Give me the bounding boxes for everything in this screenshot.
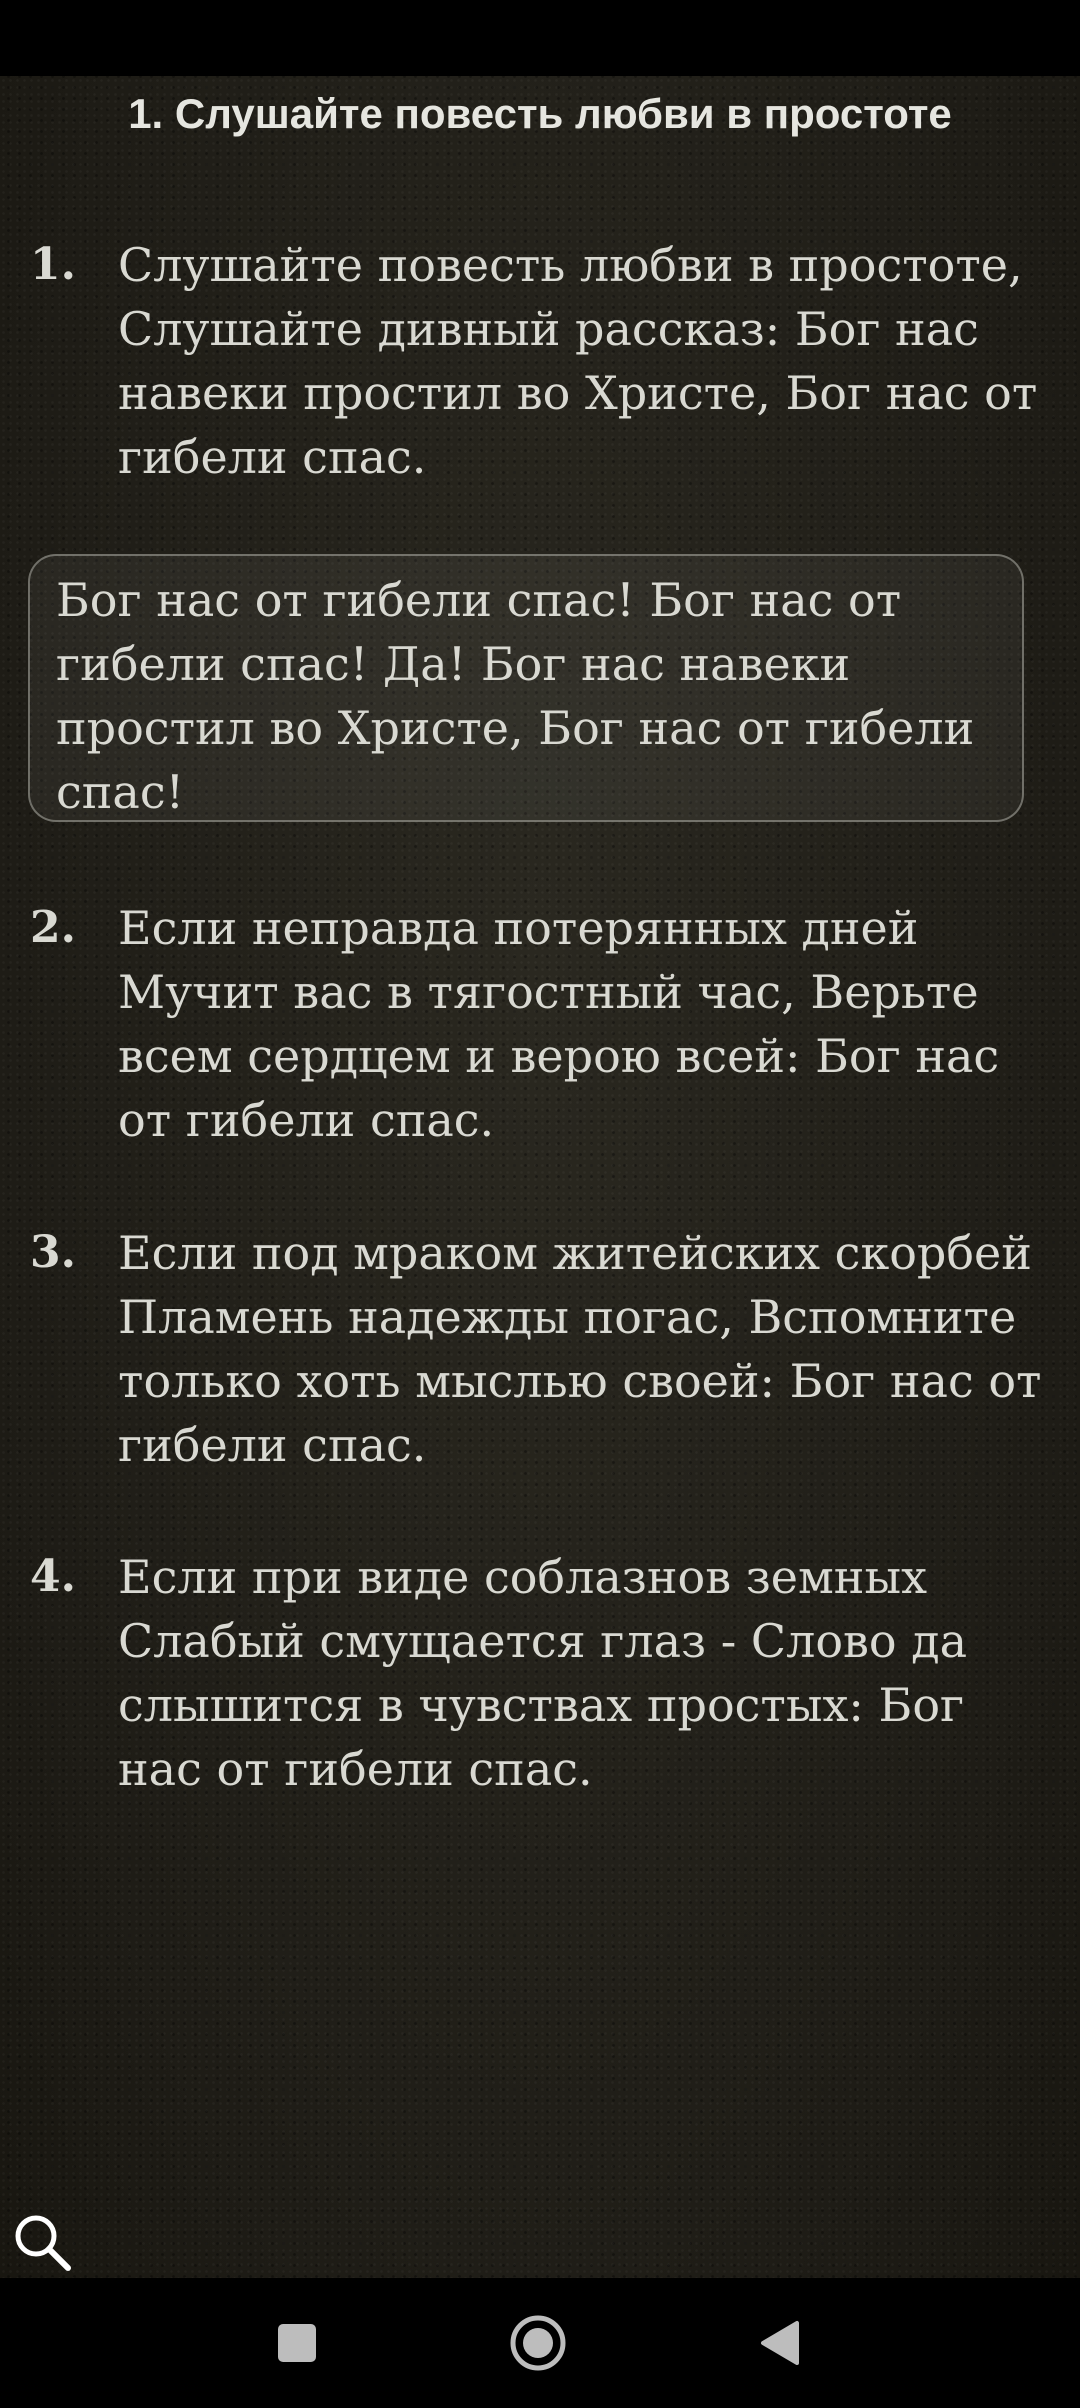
circle-icon [508, 2313, 568, 2373]
verse-4 [30, 1545, 1050, 1801]
square-icon [275, 2321, 319, 2365]
page-title: 1. Слушайте повесть любви в простоте [128, 90, 952, 137]
verse-2 [30, 896, 1050, 1152]
triangle-back-icon [757, 2319, 801, 2367]
recents-button[interactable] [232, 2278, 362, 2408]
verse-1 [30, 233, 1050, 489]
verse-text: Если неправда потерянных дней Мучит вас в тягостный час, Верьте всем сердцем и верою всей: Бог нас от гибели спас. [118, 901, 1000, 1147]
verse-number: 3. [30, 1227, 76, 1278]
search-button[interactable] [10, 2210, 74, 2274]
verse-number: 1. [30, 239, 76, 290]
navigation-bar [0, 2278, 1080, 2408]
verse-number: 2. [30, 902, 76, 953]
verse-text: Слушайте повесть любви в простоте, Слушайте дивный рассказ: Бог нас навеки простил во Христе, Бог нас от гибели спас. [118, 238, 1038, 484]
verse-number: 4. [30, 1551, 76, 1602]
verse-3 [30, 1221, 1050, 1477]
chorus-text: Бог нас от гибели спас! Бог нас от гибели спас! Да! Бог нас навеки простил во Христе, Бог нас от гибели спас! [56, 573, 975, 819]
verse-text: Если под мраком житейских скорбей Пламень надежды погас, Вспомните только хоть мыслью своей: Бог нас от гибели спас. [118, 1226, 1042, 1472]
verse-text: Если при виде соблазнов земных Слабый смущается глаз - Слово да слышится в чувствах простых: Бог нас от гибели спас. [118, 1550, 968, 1796]
home-button[interactable] [473, 2278, 603, 2408]
search-icon [10, 2210, 74, 2274]
status-bar [0, 0, 1080, 76]
back-button[interactable] [714, 2278, 844, 2408]
chorus-box [28, 554, 1024, 822]
